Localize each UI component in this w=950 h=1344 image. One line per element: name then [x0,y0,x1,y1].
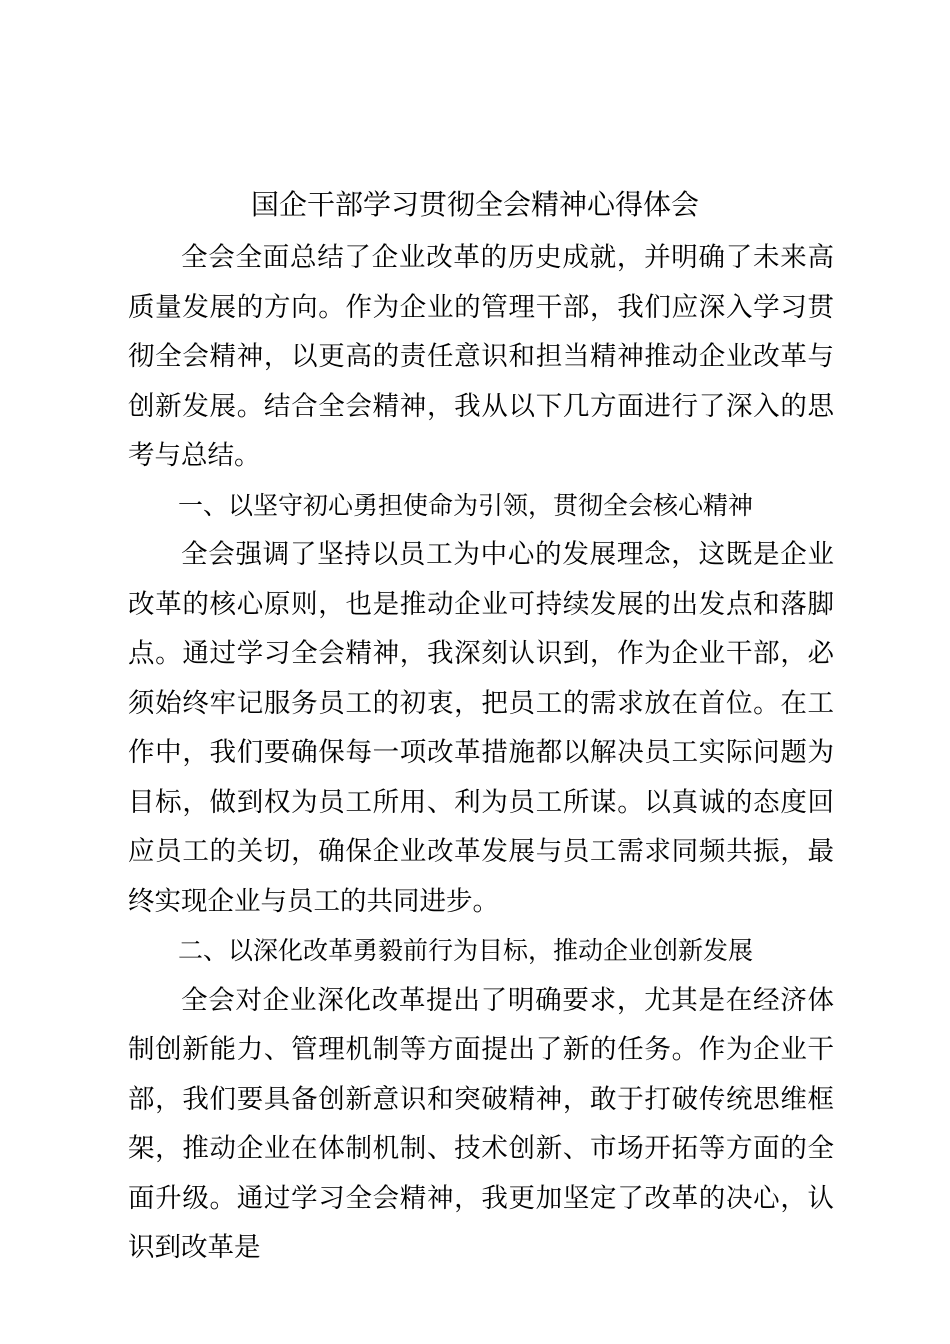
intro-paragraph: 全会全面总结了企业改革的历史成就，并明确了未来高质量发展的方向。作为企业的管理干部，我们应深入学习贯彻全会精神，以更高的责任意识和担当精神推动企业改革与创新发展。结合全会精神，我从以下几方面进行了深入的思考与总结。 [128,242,834,471]
document-title: 国企干部学习贯彻全会精神心得体会 [250,188,699,221]
document-body [128,233,834,1273]
section-1-heading: 一、以坚守初心勇担使命为引领，贯彻全会核心精神 [178,490,754,520]
section-1-paragraph: 全会强调了坚持以员工为中心的发展理念，这既是企业改革的核心原则，也是推动企业可持续发展的出发点和落脚点。通过学习全会精神，我深刻认识到，作为企业干部，必须始终牢记服务员工的初衷，把员工的需求放在首位。在工作中，我们要确保每一项改革措施都以解决员工实际问题为目标，做到权为员工所用、利为员工所谋。以真诚的态度回应员工的关切，确保企业改革发展与员工需求同频共振，最终实现企业与员工的共同进步。 [128,539,834,917]
section-2-heading: 二、以深化改革勇毅前行为目标，推动企业创新发展 [178,936,754,965]
section-2-paragraph: 全会对企业深化改革提出了明确要求，尤其是在经济体制创新能力、管理机制等方面提出了新的任务。作为企业干部，我们要具备创新意识和突破精神，敢于打破传统思维框架，推动企业在体制机制、技术创新、市场开拓等方面的全面升级。通过学习全会精神，我更加坚定了改革的决心，认识到改革是 [128,984,834,1263]
